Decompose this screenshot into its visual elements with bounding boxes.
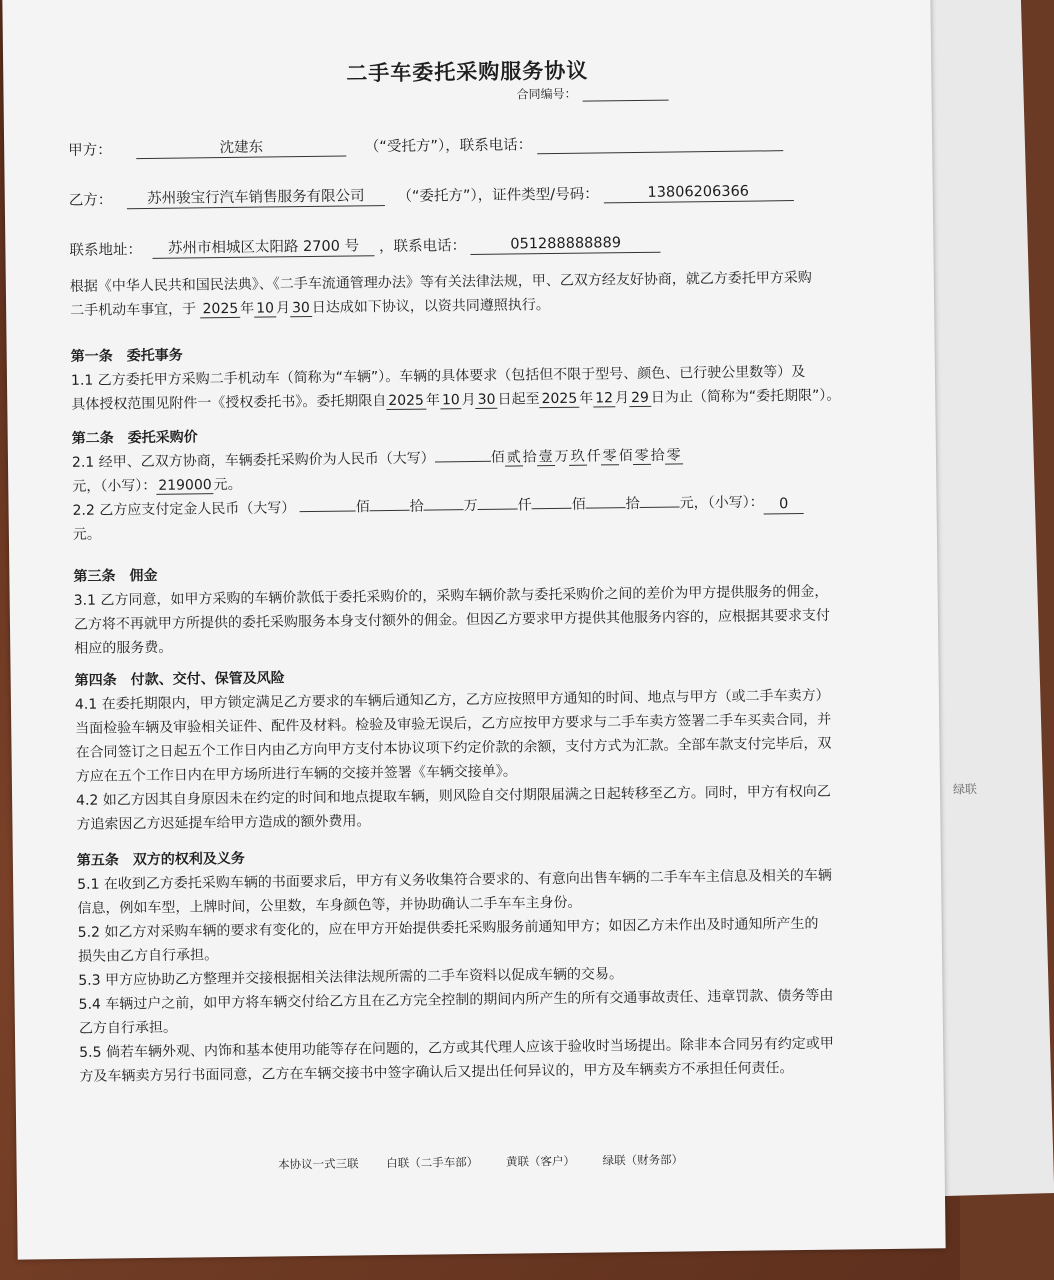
article-3-heading: 第三条 佣金 <box>73 567 158 585</box>
article-3-line-2: 乙方将不再就甲方所提供的委托采购服务本身支付额外的佣金。但因乙方要求甲方提供其他服务内容的，应根据其要求支付 <box>73 607 831 633</box>
party-b-id-number: 13806206366 <box>603 182 793 203</box>
intro-text: 二手机动车事宜，于 <box>70 301 197 319</box>
article-5-line-3: 5.2 如乙方对采购车辆的要求有变化的，应在甲方开始提供委托采购服务前通知甲方；如因乙方未作出及时通知所产生的 <box>77 915 819 941</box>
address-phone-label: ，联系电话： <box>379 238 467 256</box>
article-4-line-5: 4.2 如乙方因其自身原因未在约定的时间和地点提取车辆，则风险自交付期限届满之日起转移至乙方。同时，甲方有权向乙 <box>76 783 831 809</box>
agreement-day: 30 <box>290 300 312 317</box>
article-4-line-6: 方追索因乙方迟延提车给甲方造成的额外费用。 <box>76 813 371 833</box>
month-char: 月 <box>614 390 630 407</box>
price-digit-5: 零 <box>633 448 651 465</box>
article-4 <box>75 659 877 837</box>
article-1 <box>71 335 872 417</box>
article-4-line-4: 方应在五个工作日内在甲方场所进行车辆的交接并签署《车辆交接单》。 <box>75 763 517 785</box>
article-5-line-1: 5.1 在收到乙方委托采购车辆的书面要求后，甲方有义务收集符合要求的、有意向出售车辆的二手车车主信息及相关的车辆 <box>77 867 832 893</box>
deposit-small-label: 元，（小写）： <box>679 494 764 512</box>
deposit-blank-4 <box>478 494 518 509</box>
price-small: 219000 <box>156 477 214 495</box>
start-year: 2025 <box>386 393 426 410</box>
price-digit-3: 玖 <box>569 449 587 466</box>
unit-qian: 仟 <box>586 448 601 465</box>
unit-wan: 万 <box>463 497 478 515</box>
year-char: 年 <box>240 300 255 317</box>
party-b-role: （“委托方”），证件类型/号码： <box>397 186 599 205</box>
contract-number <box>516 84 668 103</box>
footer-green-copy: 绿联（财务部） <box>602 1152 684 1168</box>
unit-bai: 佰 <box>490 449 505 466</box>
party-b-label: 乙方： <box>68 192 113 209</box>
start-month: 10 <box>440 392 462 409</box>
article-3-line-3: 相应的服务费。 <box>74 639 173 657</box>
price-digit-2: 壹 <box>537 449 555 466</box>
address-label: 联系地址： <box>69 242 143 259</box>
party-a-label: 甲方： <box>68 142 112 159</box>
party-a-role: （“受托方”），联系电话： <box>364 137 533 156</box>
footer-white-copy: 白联（二手车部） <box>386 1154 479 1171</box>
month-char: 月 <box>275 300 291 317</box>
footer-yellow-copy: 黄联（客户） <box>505 1153 575 1169</box>
price-blank-hundred-million <box>435 447 491 463</box>
article-5-line-9: 方及车辆卖方另行书面同意，乙方在车辆交接书中签字确认后又提出任何异议的，甲方及车辆卖方不承担任何责任。 <box>79 1060 794 1085</box>
deposit-small: 0 <box>764 495 804 514</box>
price-text: 2.1 经甲、乙双方协商，车辆委托采购价为人民币（大写） <box>71 450 435 471</box>
price-small-label: 元，（小写）： <box>72 477 157 495</box>
deposit-blank-3 <box>424 495 464 510</box>
contract-number-label: 合同编号： <box>516 86 577 102</box>
article-5-line-4: 损失由乙方自行承担。 <box>77 947 219 965</box>
deposit-text: 2.2 乙方应支付定金人民币（大写） <box>72 500 296 519</box>
end-month: 12 <box>593 390 615 407</box>
document-title: 二手车委托采购服务协议 <box>346 58 589 86</box>
month-char: 月 <box>461 391 476 409</box>
footer-copies: 本协议一式三联 <box>278 1156 359 1172</box>
article-4-line-3: 在合同签订之日起五个工作日内由乙方向甲方支付本协议项下约定价款的余额，支付方式为汇款。全部车款支付完毕后，双 <box>75 735 832 761</box>
article-5-line-7: 乙方自行承担。 <box>78 1019 178 1037</box>
end-year: 2025 <box>539 391 579 408</box>
deposit-blank-6 <box>586 493 626 508</box>
deposit-blank-1 <box>300 496 356 512</box>
agreement-year: 2025 <box>200 301 240 318</box>
contract-page <box>2 0 945 1260</box>
article-1-line-1: 1.1 乙方委托甲方采购二手机动车（简称为“车辆”）。车辆的具体要求（包括但不限于型号、颜色、已行驶公里数等）及 <box>70 363 806 389</box>
price-digit-4: 零 <box>601 448 619 465</box>
address-value: 苏州市相城区太阳路 2700 号 <box>152 237 374 259</box>
unit-wan: 万 <box>554 448 569 466</box>
party-a-row <box>68 130 783 160</box>
price-small-unit: 元。 <box>213 476 242 494</box>
unit-shi: 拾 <box>625 495 640 513</box>
article-5 <box>77 839 880 1089</box>
address-row <box>69 232 661 260</box>
intro-line-1: 根据《中华人民共和国民法典》、《二手车流通管理办法》等有关法律法规，甲、乙双方经友好协商，就乙方委托甲方采购 <box>69 269 812 295</box>
copies-footer <box>17 1148 945 1175</box>
term-text: 具体授权范围见附件一《授权委托书》。委托期限自 <box>71 393 387 413</box>
intro-paragraph <box>70 265 871 323</box>
unit-shi: 拾 <box>409 498 424 515</box>
unit-bai: 佰 <box>571 496 586 513</box>
article-2 <box>72 417 873 547</box>
back-sheet-footer: 绿联 <box>952 781 978 797</box>
article-2-line-4: 元。 <box>72 526 101 543</box>
agreement-month: 10 <box>254 300 276 317</box>
article-3 <box>73 555 874 661</box>
deposit-blank-2 <box>370 496 410 511</box>
contract-number-blank <box>582 88 668 102</box>
article-5-line-2: 信息，例如车型，上牌时间，公里数，车身颜色等，并协助确认二手车车主身份。 <box>77 894 582 917</box>
price-digit-6: 零 <box>665 447 683 464</box>
year-char: 年 <box>579 390 594 407</box>
article-5-line-6: 5.4 车辆过户之前，如甲方将车辆交付给乙方且在乙方完全控制的期间内所产生的所有交通事故责任、违章罚款、债务等由 <box>78 987 834 1013</box>
article-5-line-8: 5.5 倘若车辆外观、内饰和基本使用功能等存在问题的，乙方或其代理人应该于验收时当场提出。除非本合同另有约定或甲 <box>79 1035 834 1061</box>
article-4-line-1: 4.1 在委托期限内，甲方锁定满足乙方要求的车辆后通知乙方，乙方应按照甲方通知的时间、地点与甲方（或二手车卖方） <box>74 687 830 713</box>
party-a-name: 沈建东 <box>136 138 346 160</box>
term-text-mid: 日起至 <box>497 391 540 408</box>
article-4-heading: 第四条 付款、交付、保管及风险 <box>74 670 285 689</box>
deposit-blank-5 <box>532 494 572 509</box>
start-day: 30 <box>476 392 498 409</box>
unit-shi: 拾 <box>522 449 537 466</box>
article-4-line-2: 当面检验车辆及审验相关证件、配件及材料。检验及审验无误后，乙方应按甲方要求与二手车卖方签署二手车买卖合同，并 <box>75 711 832 737</box>
article-5-line-5: 5.3 甲方应协助乙方整理并交接根据相关法律法规所需的二手车资料以促成车辆的交易。 <box>78 966 624 989</box>
article-3-line-1: 3.1 乙方同意，如甲方采购的车辆价款低于委托采购价的，采购车辆价款与委托采购价之间的差价为甲方提供服务的佣金， <box>73 583 829 609</box>
article-1-heading: 第一条 委托事务 <box>70 347 183 365</box>
unit-shi: 拾 <box>650 447 665 464</box>
unit-qian: 仟 <box>517 497 532 514</box>
party-b-name: 苏州骏宝行汽车销售服务有限公司 <box>127 187 385 209</box>
deposit-blank-7 <box>640 492 680 507</box>
address-phone: 051288888889 <box>471 234 661 255</box>
year-char: 年 <box>425 392 441 409</box>
unit-bai: 佰 <box>355 499 370 516</box>
end-day: 29 <box>629 390 651 407</box>
price-digit-1: 贰 <box>505 449 523 466</box>
intro-text-end: 日达成如下协议，以资共同遵照执行。 <box>311 297 550 316</box>
term-text-end: 日为止（简称为“委托期限”）。 <box>650 387 841 406</box>
unit-bai: 佰 <box>618 448 633 465</box>
party-b-row <box>69 180 794 210</box>
party-a-phone-blank <box>537 150 783 154</box>
article-5-heading: 第五条 双方的权利及义务 <box>76 850 245 869</box>
article-2-heading: 第二条 委托采购价 <box>71 429 198 447</box>
